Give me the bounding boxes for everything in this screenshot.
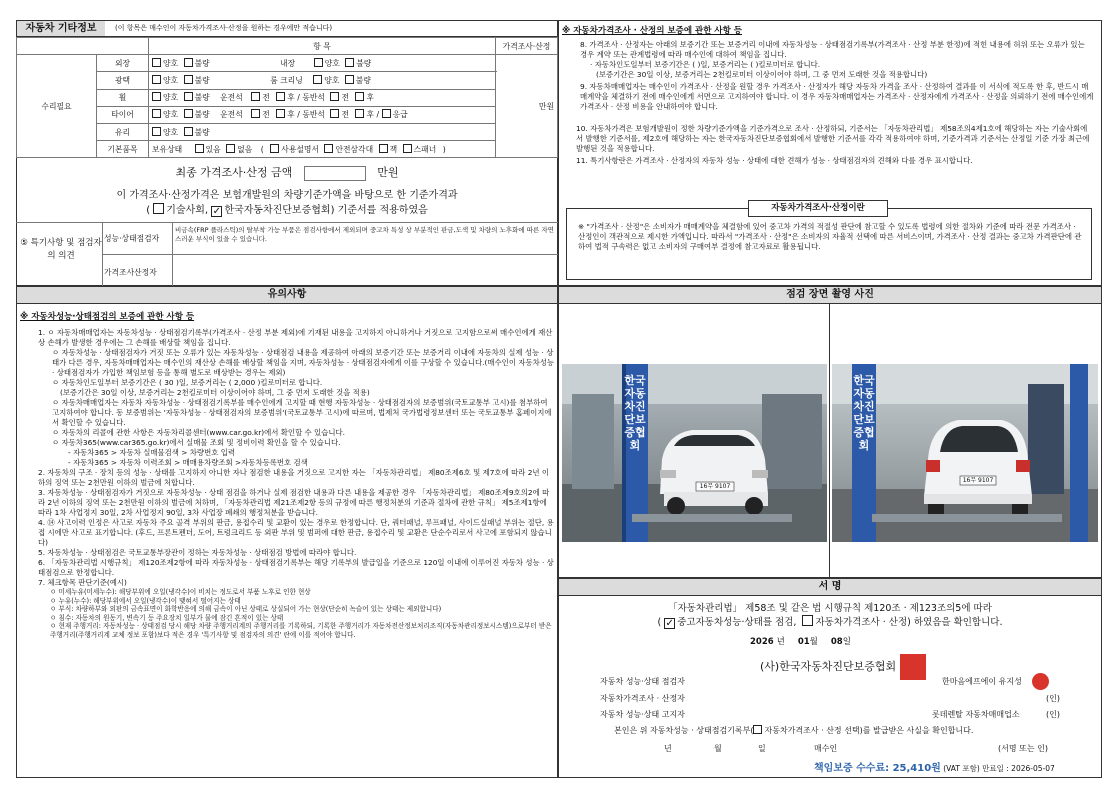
room-good-checkbox[interactable] [313,75,322,84]
triangle-checkbox[interactable] [324,144,333,153]
notes-title: 유의사항 [16,286,558,304]
price-basis: 이 가격조사·산정가격은 보험개발원의 차량기준가액을 바탕으로 한 기준가격과 ( 기술사회, ✓ 한국자동차진단보증협회) 기준서를 적용하였음 [16,188,558,218]
final-price-row [16,162,558,184]
fee-label: 책임보증 수수료: 25,410원 [814,763,941,774]
special-notes-label: ⑤ 특기사항 및 점검자의 의견 [20,238,102,261]
photo-rear-plate: 16무 9107 [962,477,994,484]
note-5: 5. 자동차성능 · 상태점검은 국토교통부장관이 정하는 자동차성능 · 상태점검 방법에 따라야 합니다. [38,548,357,557]
inspection-photo-front [562,364,827,542]
sign-row-price: 자동차가격조사 · 산정자 (인) [600,694,1060,703]
fee-vat: (VAT 포함) [943,764,980,773]
note-1i: - 자동차365 > 자동차 이력조회 > 매매용차량조회 >자동차등록번호 검색 [68,458,308,467]
spanner-checkbox[interactable] [403,144,412,153]
sign-row-buyer: 년 월 일 매수인 (서명 또는 인) [664,744,1048,753]
note-1f: ㅇ 자동차의 리콜에 관한 사항은 자동차리콜센터(www.car.go.kr)에서 확인할 수 있습니다. [52,428,345,437]
basic-yes-checkbox[interactable] [195,144,204,153]
final-price-unit: 만원 [377,166,399,179]
sign-date: 2026 년 01월 08일 [750,637,851,647]
guarantee-item-8: 8. 가격조사 · 산정자는 아래의 보증기간 또는 보증거리 이내에 자동차성능 · 상태점검기록부(가격조사 · 산정 부분 한정)에 적힌 내용에 허위 또는 오류가 있는 경우 계약 또는 관계법령에 따라 매수인에 대하여 책임을 집니다. [580,40,1085,59]
gloss-bad-checkbox[interactable] [184,75,193,84]
sign-row-notifier: 자동차 성능·상태 고지자 롯데렌탈 자동차매매업소 (인) [600,710,1060,719]
row-glass: 유리 [97,123,149,140]
tire-bad-checkbox[interactable] [184,109,193,118]
basis-tech-society-checkbox[interactable] [153,203,164,214]
inspector-opinion: 비금속(FRP 플라스틱)의 탈부착 가능 부품은 점검사항에서 제외되며 중고차 특성 상 부분적인 판금,도색 및 차량의 노후화에 따른 자연스러운 부식이 있을 수 있습니다. [175,226,554,243]
item-header: 항 목 [149,38,496,55]
guarantee-item-8-period: · 자동차인도일부터 보증기간은 ( )일, 보증거리는 ( )킬로미터로 합니다. [590,60,821,69]
row-gloss: 광택 [97,72,149,89]
note-7b: ㅇ 누유(누수): 해당부위에서 오일(냉각수)이 맺혀서 떨어지는 상태 [50,596,241,605]
basic-no-checkbox[interactable] [226,144,235,153]
signature-title: 서 명 [558,578,1102,596]
notes-body [20,328,554,640]
wheel-passenger-front-checkbox[interactable] [330,92,339,101]
sign-law-line2: ( ✓ 중고자동차성능·상태를 점검, 자동차가격조사 · 산정) 하였음을 확인합니다. [657,617,1003,629]
note-2: 2. 자동차의 구조 · 장치 등의 성능 · 상태를 고지하지 아니한 자나 점검한 내용을 거짓으로 고지한 자는 「자동차관리법」 제80조제6호 및 제7호에 따라 2년 이하의 징역 또는 2천만원 이하의 벌금에 처합니다. [38,468,550,487]
gloss-good-checkbox[interactable] [152,75,161,84]
note-7e: ㅇ 현재 주행거리: 자동차성능 · 상태점검 당시 해당 차량 주행거리계의 주행거리를 기록하되, 기록한 주행거리가 자동차전산정보처리조직(자동차관리정보시스템)으로부터 받은 주행거리(주행거리계 교체 정보 포함)보다 적은 경우 '특기사항 및 점검자의 의견' 란에 이를 적어야 합니다. [50,622,552,639]
repair-needed-label: 수리필요 [17,55,97,158]
sign-used-car-checkbox[interactable]: ✓ [665,618,674,629]
interior-good-checkbox[interactable] [314,58,323,67]
price-basis-line1: 이 가격조사·산정가격은 보험개발원의 차량기준가액을 바탕으로 한 기준가격과 [116,190,458,201]
final-price-input[interactable] [304,166,366,181]
tire-passenger-rear-checkbox[interactable] [355,109,364,118]
price-inspector-label: 가격조사산정자 [104,268,157,277]
inspector-stamp [1032,673,1049,690]
buyer-signature[interactable]: (서명 또는 인) [998,744,1048,753]
wheel-good-checkbox[interactable] [152,92,161,101]
tire-emergency-checkbox[interactable] [382,109,391,118]
sign-law-line1: 「자동차관리법」 제58조 및 같은 법 시행규칙 제120조 · 제123조의5에 따라 [668,603,992,614]
other-info-title: 자동차 기타정보 [17,21,105,36]
photo-front-plate: 16무 9107 [699,483,731,490]
row-exterior: 외장 [97,55,149,72]
jack-checkbox[interactable] [379,144,388,153]
note-7a: ㅇ 미세누유(미세누수): 해당부위에 오일(냉각수)이 비치는 정도로서 부품 노후로 인한 현상 [50,588,311,596]
photo-title: 점검 장면 촬영 사진 [558,286,1102,304]
note-1d: (보증기간은 30일 이상, 보증거리는 2천킬로미터 이상이어야 하며, 그 중 먼저 도래한 것을 적용) [60,388,370,397]
glass-bad-checkbox[interactable] [184,127,193,136]
confirm-price-checkbox[interactable] [753,725,762,734]
sign-row-inspector: 자동차 성능·상태 점검자 한마음에프에이 유지성 [600,676,1070,690]
tire-good-checkbox[interactable] [152,109,161,118]
tire-driver-rear-checkbox[interactable] [276,109,285,118]
note-4: 4. ⑭ 사고이력 인정은 사고로 자동차 주요 골격 부위의 판금, 용접수리 및 교환이 있는 경우로 한정합니다. 단, 쿼터패널, 루프패널, 사이드실패널 부위는 절단, 용접 시에만 사고로 표기합니다. (후드, 프론트펜더, 도어, 트렁크리드 등 외판 부위 및 범퍼에 대한 판금, 용접수리 및 교환은 단순수리로서 사고에 포함되지 않습니다) [38,518,554,547]
room-bad-checkbox[interactable] [345,75,354,84]
guarantee-item-8-note: (보증기간은 30일 이상, 보증거리는 2천킬로미터 이상이어야 하며, 그 중 먼저 도래한 것을 적용합니다) [596,70,928,79]
other-info-header [16,20,558,37]
inspector-name: 한마음에프에이 유지성 [942,677,1022,686]
note-3: 3. 자동차성능 · 상태점검자가 거짓으로 자동차성능 · 상태 점검을 하거나 실제 점검한 내용과 다른 내용을 제공한 경우 「자동차관리법」 제80조제9호의2에 따라 2년 이하의 징역 또는 2천만원 이하의 벌금에 처하며, 「자동차관리법 제21조제2항 등의 규정에 따른 행정처분의 기준과 절차에 관한 규칙」 제5조제1항에 따라 1차 사업정지 30일, 2차 사업정지 90일, 3차 사업장 폐쇄의 행정처분을 받습니다. [38,488,550,517]
note-6: 6. 「자동차관리법 시행규칙」 제120조제2항에 따라 자동차성능 · 상태점검기록부는 해당 기록부의 발급일을 기준으로 120일 이내에 이루어진 자동차 성능 · 상태점검으로 한정합니다. [38,558,554,577]
sign-price-checkbox[interactable] [802,615,813,626]
manual-checkbox[interactable] [270,144,279,153]
final-price-label: 최종 가격조사·산정 금액 [175,166,293,179]
note-7c: ㅇ 부식: 차량하부와 외판의 금속표면이 화학반응에 의해 금속이 아닌 상태로 상실되어 가는 현상(단순히 녹슬어 있는 상태는 제외합니다) [50,605,442,614]
price-definition-title: 자동차가격조사·산정이란 [748,200,888,217]
wheel-bad-checkbox[interactable] [184,92,193,101]
other-info-table: 항 목 가격조사·산정 수리필요 외장 양호 불량 내장 양호 불량 만원 광택 양호 불량 룸 크리닝 양호 불량 휠 양호 불량 운전석 전 후 / 동반석 전 후 타이어 양호 불량 운전석 전 후 / 동반석 전 후 / 응급 유리 양호 불량 기본품목 보유상태 있음 없음 ( 사용설명서 안전삼각대 잭 스패너 ) [16,37,558,158]
photo-front-graphic [562,364,827,542]
price-header: 가격조사·산정 [496,38,558,55]
notes-heading: ※ 자동차성능·상태점검의 보증에 관한 사항 등 [20,312,195,322]
guarantee-item-10: 10. 자동차가격은 보험개발원이 정한 차량기준가액을 기준가격으로 조사 · 산정하되, 기준서는 「자동차관리법」 제58조의4제1호에 해당하는 자는 기술사회에서 발행한 기준서를, 제2호에 해당하는 자는 한국자동차진단보증협회에서 발행한 기준서를 각각 적용하여야 하며, 기준가격과 기준서는 산정일 기준 가장 최근에 발행된 것을 적용합니다. [576,124,1090,153]
price-won: 만원 [496,55,558,158]
exterior-good-checkbox[interactable] [152,58,161,67]
guarantee-item-9: 9. 자동차매매업자는 매수인이 가격조사 · 산정을 원할 경우 가격조사 · 산정자가 해당 자동차 가격을 조사 · 산정하여 결과를 이 서식에 적도록 한 후, 반드시 매매계약을 체결하기 전에 매수인에게 서면으로 고지하여야 합니다. 이 경우 자동차매매업자는 가격조사 · 산정자에게 가격조사 · 산정을 의뢰하기 전에 매수인에게 가격조사 · 산정 비용을 안내하여야 합니다. [580,82,1094,111]
guarantee-item-11: 11. 특기사항란은 가격조사 · 산정자의 자동차 성능 · 상태에 대한 견해가 성능 · 상태점검자의 견해와 다를 경우 표시합니다. [576,156,973,165]
photo-rear-banner: 한국자동차진단보증협회 [853,374,875,452]
wheel-driver-front-checkbox[interactable] [251,92,260,101]
sign-org: (사)한국자동차진단보증협회 [760,654,926,680]
wheel-passenger-rear-checkbox[interactable] [355,92,364,101]
basic-items-label: 기본품목 [97,141,149,158]
row-tire: 타이어 [97,106,149,123]
sign-row-confirm: 본인은 위 자동차성능 · 상태점검기록부( 자동차가격조사 · 산정 선택)를 발급받은 사실을 확인합니다. [614,726,974,735]
note-7d: ㅇ 침수: 자동차의 원동기, 변속기 등 주요장치 일부가 물에 잠긴 흔적이 있는 상태 [50,613,284,622]
fee-row [814,759,1098,774]
note-1e: ㅇ 자동차매매업자는 자동차 자동차성능 · 상태점검기록부를 매수인에게 고지할 때 현행 자동차성능 · 상태점검자의 보증범위(국토교통부 고시)를 첨부하여 고지하여야 합니다. 동 보증범위는 '자동차성능 · 상태점검자의 보증범위'(국토교통부 고시)에 따르며, 법제처 국가법령정보센터 또는 국토교통부 홈페이지에서 확인할 수 있습니다. [52,398,552,427]
interior-bad-checkbox[interactable] [345,58,354,67]
exterior-bad-checkbox[interactable] [184,58,193,67]
other-info-note: (이 항목은 매수인이 자동차가격조사·산정을 원하는 경우에만 적습니다) [115,24,333,32]
note-1: 1. ㅇ 자동차매매업자는 자동차성능 · 상태점검기록부(가격조사 · 산정 부분 제외)에 기재된 내용을 고지하지 아니하거나 거짓으로 고지함으로써 매수인에게 재산상 손해가 발생한 경우에는 그 손해를 배상할 책임을 집니다. [38,328,553,347]
row-wheel: 휠 [97,89,149,106]
row-interior: 내장 [280,58,296,68]
glass-good-checkbox[interactable] [152,127,161,136]
basis-kaiia-checkbox[interactable]: ✓ [212,206,221,217]
note-7: 7. 체크항목 판단기준(예시) [38,578,127,587]
price-definition-text: ※ "가격조사 · 산정"은 소비자가 매매계약을 체결함에 있어 중고차 가격의 적절성 판단에 참고할 수 있도록 법령에 의한 절차와 기준에 따라 전문 가격조사 · 산정인이 객관적으로 제시한 가액입니다. 따라서 "가격조사 · 산정"은 소비자의 자율적 선택에 따른 서비스이며, 가격조사 · 산정 결과는 중고차 가격판단에 관하여 법적 구속력은 없고 소비자의 구매여부 결정에 참고자료로 활용됩니다. [578,222,1082,251]
photo-front-banner: 한국자동차진단보증협회 [624,374,646,452]
expiry-date: 만료일 : 2026-05-07 [982,764,1055,773]
row-room-cleaning: 룸 크리닝 [270,75,303,85]
note-1c: ㅇ 자동차인도일부터 보증기간은 ( 30 )일, 보증거리는 ( 2,000 )킬로미터로 합니다. [52,378,323,387]
inspection-photo-rear [832,364,1098,542]
price-guarantee-title: ※ 자동차가격조사 · 산정의 보증에 관한 사항 등 [562,26,743,36]
inspector-label: 성능·상태점검자 [104,234,160,243]
note-1g: ㅇ 자동차365(www.car365.go.kr)에서 실매물 조회 및 정비이력 확인을 할 수 있습니다. [52,438,341,447]
special-notes [16,222,558,286]
wheel-driver-rear-checkbox[interactable] [276,92,285,101]
tire-passenger-front-checkbox[interactable] [330,109,339,118]
note-1b: ㅇ 자동차성능 · 상태점검자가 거짓 또는 오류가 있는 자동차성능 · 상태점검 내용을 제공하여 아래의 보증기간 또는 보증거리 이내에 자동차의 실제 성능 · 상태가 다른 경우, 자동차매매업자는 매수인의 재산상 손해를 배상할 책임을 지며, 자동차성능 · 상태점검자에게 이를 구상할 수 있습니다.(매수인이 자동차성능 · 상태점검자가 가입한 책임보험 등을 통해 별도로 배상받는 경우는 제외) [52,348,555,377]
note-1h: - 자동차365 > 자동차 실매물검색 > 차량번호 입력 [68,448,235,457]
tire-driver-front-checkbox[interactable] [251,109,260,118]
notifier-name: 롯데렌탈 자동차매매업소 [932,710,1020,719]
